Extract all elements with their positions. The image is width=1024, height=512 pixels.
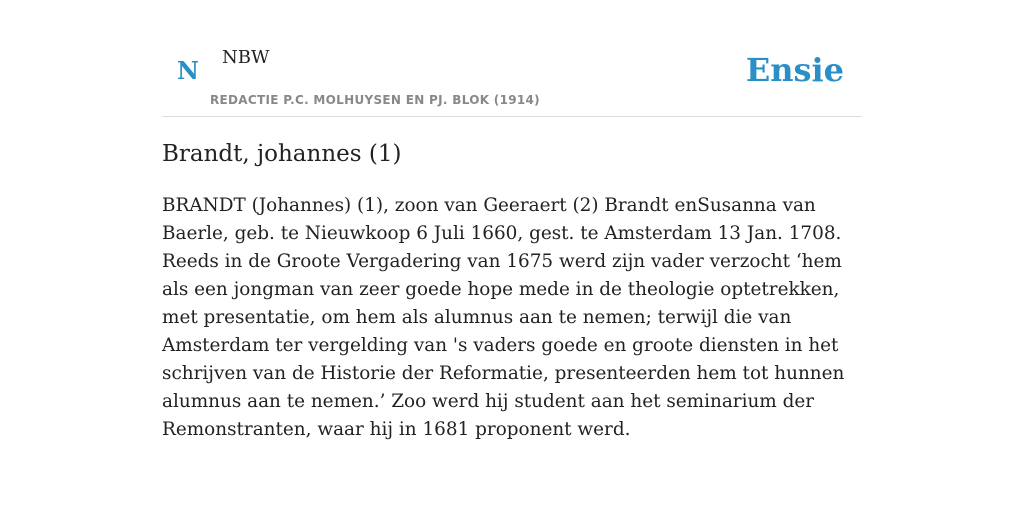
site-header [162,0,862,117]
brand-logo[interactable]: Ensie [745,51,844,89]
source-title[interactable]: NBW [222,47,270,68]
source-logo[interactable]: N [177,56,199,85]
source-subtitle: REDACTIE P.C. MOLHUYSEN EN PJ. BLOK (1914) [210,93,540,107]
article-body: BRANDT (Johannes) (1), zoon van Geeraert (2) Brandt enSusanna van Baerle, geb. te Nieuwkoop 6 Juli 1660, gest. te Amsterdam 13 Jan. 1708. Reeds in de Groote Vergadering van 1675 werd zijn vader verzocht ‘hem als een jongman van zeer goede hope mede in de theologie optetrekken, met presentatie, om hem als alumnus aan te nemen; terwijl die van Amsterdam ter vergelding van 's vaders goede en groote diensten in het schrijven van de Historie der Reformatie, presenteerden hem tot hunnen alumnus aan te nemen.’ Zoo werd hij student aan het seminarium der Remonstranten, waar hij in 1681 proponent werd. [162,195,845,440]
article-title: Brandt, johannes (1) [162,141,402,167]
